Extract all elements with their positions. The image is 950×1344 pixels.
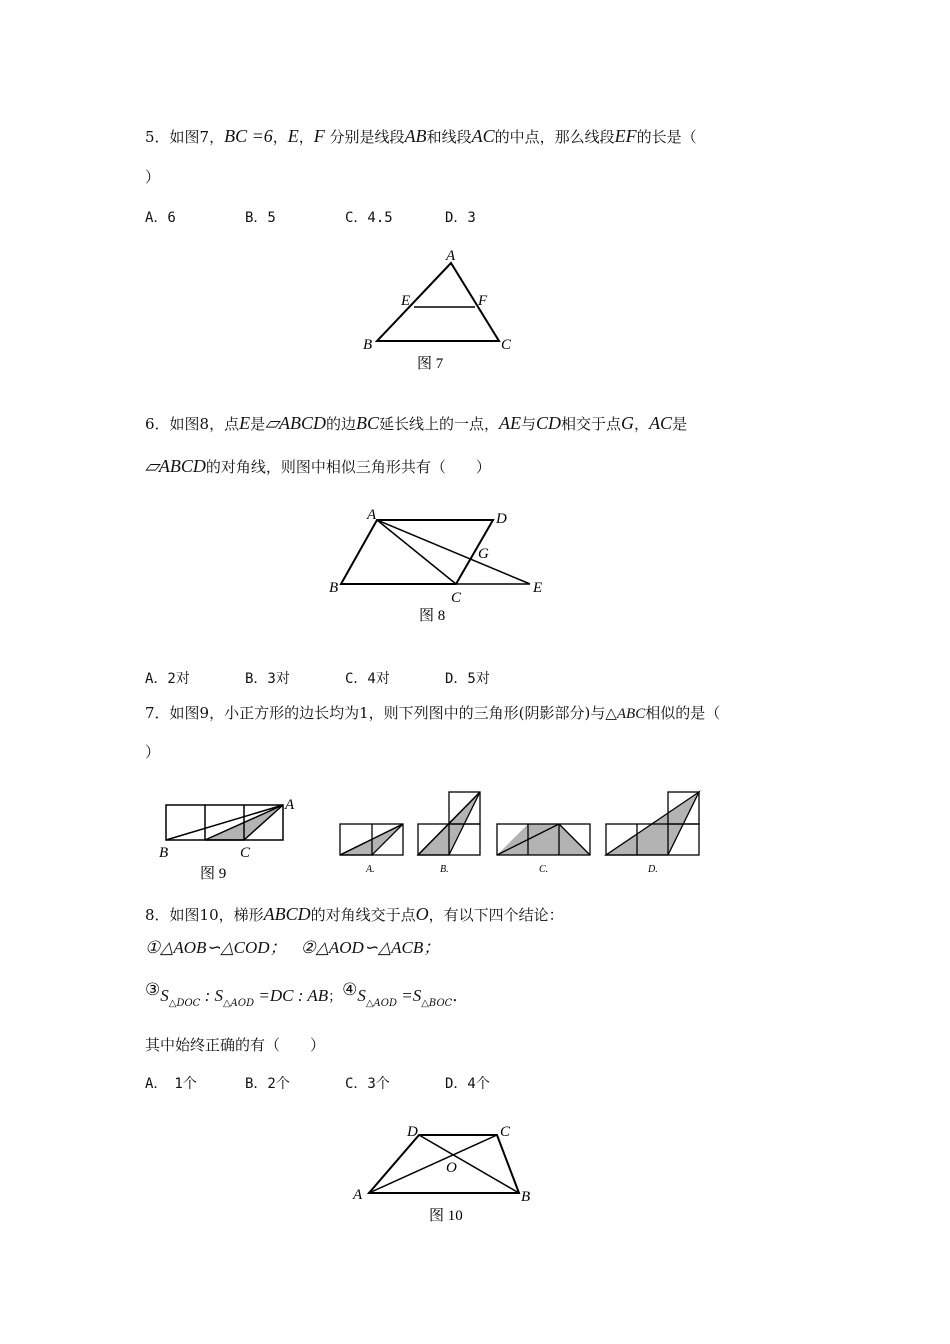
q8-question: 其中始终正确的有（ ） <box>145 1036 326 1054</box>
fig9-label-b: B <box>159 845 169 861</box>
q6-parallelogram-symbol-1: ▱ <box>265 413 279 433</box>
fig8-diagonal-ac <box>377 520 456 584</box>
choice-a-figure <box>340 824 403 875</box>
fig8-label-e: E <box>533 580 543 596</box>
choice-b-label: B. <box>440 864 449 875</box>
q8-conclusions-3-4 <box>145 982 469 1009</box>
fig7-label-a: A <box>446 248 456 264</box>
fig9-label-a: A <box>285 797 295 813</box>
q7-text-1: 7．如图9，小正方形的边长均为1，则下列图中的三角形(阴影部分)与△ <box>145 704 617 722</box>
fig7-label-c: C <box>501 337 512 353</box>
q6-math-ac: AC <box>649 413 673 433</box>
fig9-caption: 图 9 <box>200 866 227 882</box>
q8-option-a: A． 1个 <box>145 1076 197 1092</box>
fig9-label-c: C <box>240 845 251 861</box>
q8-text-3: ，有以下四个结论： <box>428 906 564 924</box>
fig10-label-o: O <box>446 1160 457 1176</box>
q5-math-ac: AC <box>471 126 495 146</box>
q6-text-7: ， <box>634 415 650 433</box>
q5-text-1: 5．如图7， <box>145 128 225 146</box>
fig10-caption: 图 10 <box>429 1208 463 1224</box>
q6-parallelogram-symbol-2: ▱ <box>145 456 159 476</box>
q6-option-d: D．5对 <box>445 671 490 687</box>
q6-math-g: G <box>621 413 635 433</box>
fig10-label-a: A <box>353 1187 363 1203</box>
q5-option-c: C．4.5 <box>345 210 393 226</box>
q6-math-bc: BC <box>355 413 379 433</box>
q5-math-bc: BC =6 <box>224 126 273 146</box>
q5-close-paren: ） <box>145 168 161 186</box>
q7-math-abc: ABC <box>616 706 646 722</box>
q8-conclusion-1: ①△AOB∽△COD； <box>145 938 287 957</box>
fig8-caption: 图 8 <box>419 608 446 624</box>
choice-b-figure <box>418 792 480 875</box>
q6-math-ae: AE <box>499 413 521 433</box>
fig10-label-c: C <box>500 1124 511 1140</box>
q6-math-cd: CD <box>536 413 562 433</box>
q5-stem <box>145 127 697 145</box>
q5-math-e: E <box>287 126 299 146</box>
q8-text-2: 的对角线交于点 <box>310 906 416 924</box>
q8-c4-end: ． <box>452 986 470 1006</box>
fig8-label-g: G <box>478 546 489 562</box>
q8-c4-s1: S <box>357 986 366 1005</box>
q6-text-8: 是 <box>672 415 688 433</box>
choice-c-figure <box>497 824 590 875</box>
q8-math-o: O <box>415 904 429 924</box>
q6-math-e: E <box>239 413 251 433</box>
fig8-label-d: D <box>496 511 507 527</box>
fig8-label-c: C <box>451 590 462 606</box>
choice-d-figure <box>606 792 699 875</box>
q5-math-f: F <box>313 126 325 146</box>
q5-math-ab: AB <box>404 126 427 146</box>
choice-c-label: C. <box>539 864 549 875</box>
fig7-label-f: F <box>478 293 488 309</box>
q6-stem-line2 <box>145 457 491 475</box>
fig7-label-b: B <box>363 337 373 353</box>
q8-c4-circle: ④ <box>342 980 358 1000</box>
q6-text-5: 与 <box>521 415 537 433</box>
fig8-label-a: A <box>367 507 377 523</box>
fig7-label-e: E <box>401 293 411 309</box>
q8-c3-sep: ； <box>328 989 343 1005</box>
q8-c3-rest: =DC : AB <box>254 986 329 1005</box>
q5-comma-2: ， <box>298 128 314 146</box>
q8-option-c: C．3个 <box>345 1076 390 1092</box>
q8-math-abcd: ABCD <box>263 904 311 924</box>
q8-stem <box>145 905 564 923</box>
q6-option-a: A．2对 <box>145 671 190 687</box>
q5-text-5: 的长是（ <box>636 128 697 146</box>
fig8-line-ae <box>377 520 530 584</box>
q6-text-2: 是 <box>250 415 266 433</box>
q8-c3-s2: S <box>214 986 223 1005</box>
q6-math-abcd-2: ABCD <box>158 456 206 476</box>
q5-text-3: 和线段 <box>426 128 472 146</box>
q5-math-ef: EF <box>614 126 637 146</box>
q8-option-d: D．4个 <box>445 1076 490 1092</box>
q8-c3-colon: : <box>200 986 215 1005</box>
q8-c3-s1: S <box>160 986 169 1005</box>
q6-text-6: 相交于点 <box>561 415 622 433</box>
q5-option-b: B．5 <box>245 210 276 226</box>
figure-10 <box>345 1120 545 1230</box>
q6-option-b: B．3对 <box>245 671 290 687</box>
q6-text-1: 6．如图8，点 <box>145 415 240 433</box>
q5-option-a: A．6 <box>145 210 176 226</box>
fig8-label-b: B <box>329 580 339 596</box>
q8-c4-sub2: △BOC <box>421 998 453 1009</box>
q5-option-d: D．3 <box>445 210 476 226</box>
q8-c3-circle: ③ <box>145 980 161 1000</box>
q8-conclusion-2: ②△AOD∽△ACB； <box>300 938 441 957</box>
q8-c4-eq: = <box>396 986 413 1005</box>
choice-a-label: A. <box>366 864 375 875</box>
q5-text-4: 的中点，那么线段 <box>494 128 615 146</box>
figure-9-and-choices <box>150 785 710 885</box>
q7-text-2: 相似的是（ <box>645 704 721 722</box>
q8-conclusions-1-2 <box>145 939 440 957</box>
fig10-label-d: D <box>407 1124 418 1140</box>
q6-option-c: C．4对 <box>345 671 390 687</box>
q8-option-b: B．2个 <box>245 1076 290 1092</box>
figure-7 <box>355 245 525 375</box>
q8-text-1: 8．如图10，梯形 <box>145 906 264 924</box>
q6-stem-line1 <box>145 414 687 432</box>
q6-text-3: 的边 <box>325 415 356 433</box>
q8-c4-sub1: △AOD <box>365 998 397 1009</box>
q7-stem <box>145 706 720 722</box>
figure-8 <box>325 503 555 628</box>
q8-c3-sub2: △AOD <box>222 998 255 1009</box>
q5-comma-1: ， <box>272 128 288 146</box>
q6-text-9: 的对角线，则图中相似三角形共有（ ） <box>205 458 491 476</box>
q6-text-4: 延长线上的一点， <box>378 415 499 433</box>
q8-c4-s2: S <box>412 986 422 1005</box>
fig9 <box>159 797 295 882</box>
fig10-trapezoid <box>369 1135 519 1193</box>
q6-math-abcd-1: ABCD <box>278 413 326 433</box>
choice-d-label: D. <box>648 864 658 875</box>
q5-text-2: 分别是线段 <box>324 128 405 146</box>
fig7-caption: 图 7 <box>417 356 444 372</box>
q8-c3-sub1: △DOC <box>168 998 201 1009</box>
q7-close-paren: ） <box>145 743 161 761</box>
fig10-label-b: B <box>521 1189 531 1205</box>
